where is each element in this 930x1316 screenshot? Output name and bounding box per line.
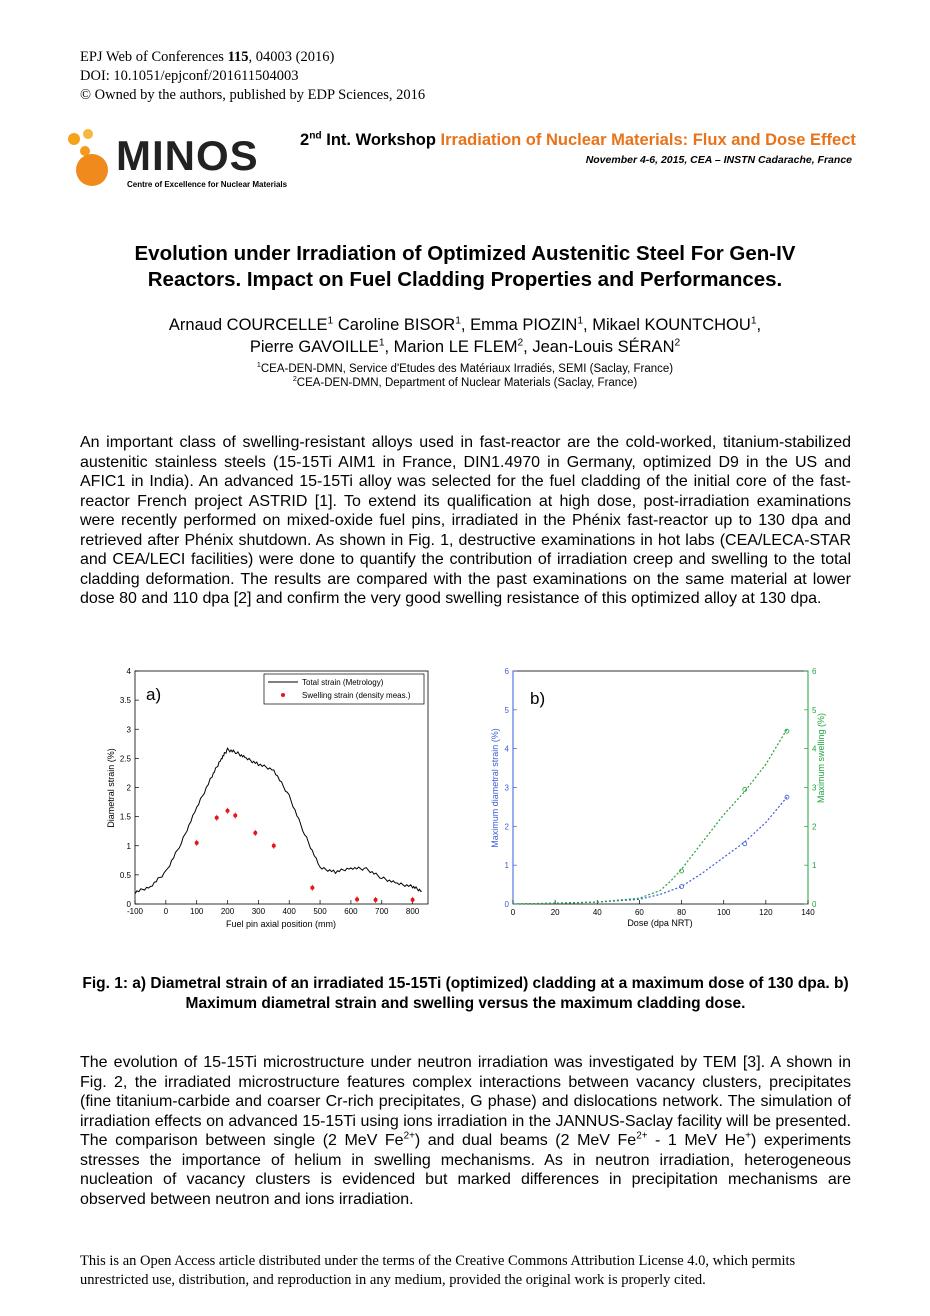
x-tick-label-b: 140	[801, 908, 815, 917]
y-tick-label-a: 3.5	[119, 696, 131, 706]
x-tick-label-a: 0	[163, 907, 169, 916]
x-axis-label-a: Fuel pin axial position (mm)	[225, 919, 337, 929]
y2-tick-label-b: 2	[812, 822, 817, 832]
y2-axis-label-b: Maximum swelling (%)	[816, 712, 826, 804]
legend-item-total-strain: Total strain (Metrology)	[302, 678, 384, 687]
paper-title: Evolution under Irradiation of Optimized Austenitic Steel For Gen-IV Reactors. Impact on Fuel Cladding Properties and Performances.	[134, 242, 796, 291]
body-paragraph-1: An important class of swelling-resistant alloys used in fast-reactor are the cold-worked, titanium-stabilized austenitic stainless steels (15-15Ti AIM1 in France, DIN1.4970 in Germany, optimized D9 in the US and AFIC1 in India). An advanced 15-15Ti alloy was selected for the fuel cladding of the initial core of the fast-reactor French project ASTRID [1]. To extend its qualification at high dose, post-irradiation examinations were recently performed on mixed-oxide fuel pins, irradiated in the Phénix fast-reactor up to 130 dpa and retrieved after Phénix shutdown. As shown in Fig. 1, destructive examinations in hot labs (CEA/LECA-STAR and CEA/LECI facilities) were done to quantify the contribution of irradiation creep and swelling to the total cladding deformation. The results are compared with the past examinations on the same material at lower dose 80 and 110 dpa [2] and confirm the very good swelling resistance of this optimized alloy at 130 dpa.	[80, 434, 851, 607]
legend-point-swatch	[281, 693, 285, 697]
swelling-line	[513, 729, 787, 904]
x-tick-label-a: 800	[405, 907, 420, 916]
strain-marker	[785, 795, 789, 799]
author: Emma PIOZIN	[470, 316, 578, 334]
y-tick-label-a: 2	[126, 783, 131, 793]
figure-1b	[488, 662, 828, 932]
y-tick-label-a: 0.5	[119, 870, 131, 880]
plot-frame-a	[135, 671, 428, 904]
y-tick-label-a: 1	[126, 841, 131, 851]
x-tick-label-a: 300	[251, 907, 266, 916]
x-tick-label-a: 200	[220, 907, 235, 916]
x-tick-label-b: 0	[510, 908, 516, 917]
affiliations	[60, 362, 870, 390]
y-tick-label-b: 2	[504, 822, 509, 832]
y-tick-label-a: 0	[126, 900, 131, 909]
figure-1a	[98, 662, 438, 932]
y2-tick-label-b: 6	[812, 667, 817, 676]
logo-wordmark: MINOS	[116, 132, 259, 179]
y-tick-label-b: 3	[504, 783, 509, 793]
author: Jean-Louis SÉRAN	[532, 338, 675, 356]
author: Mikael KOUNTCHOU	[592, 316, 751, 334]
workshop-title: 2nd Int. Workshop Irradiation of Nuclear Materials: Flux and Dose Effect	[300, 130, 856, 149]
author-list: Arnaud COURCELLE$^1$ Caroline BISOR$^1$, Emma PIOZIN$^1$, Mikael KOUNTCHOU$^1$, Pierre GAVOILLE$^1$, Marion LE FLEM$^2$, Jean-Louis SÉRAN$^2$	[168, 315, 762, 356]
journal-citation: EPJ Web of Conferences 115, 04003 (2016)	[80, 49, 335, 65]
x-tick-label-a: -100	[126, 907, 144, 916]
x-tick-label-a: 400	[282, 907, 296, 916]
x-tick-label-b: 80	[677, 908, 687, 917]
y2-tick-label-b: 0	[812, 900, 817, 909]
x-tick-label-b: 120	[759, 908, 773, 917]
x-tick-label-b: 60	[634, 908, 644, 917]
y-tick-label-b: 6	[504, 667, 509, 676]
x-axis-label-b: Dose (dpa NRT)	[627, 918, 693, 928]
x-tick-label-a: 100	[190, 907, 204, 916]
workshop-date: November 4-6, 2015, CEA – INSTN Cadarache, France	[585, 154, 852, 166]
y-tick-label-a: 4	[126, 667, 131, 676]
author: Caroline BISOR	[337, 316, 456, 334]
doi-line: DOI: 10.1051/epjconf/201611504003	[80, 68, 299, 84]
figure-caption: Fig. 1: a) Diametral strain of an irradiated 15-15Ti (optimized) cladding at a maximum dose of 130 dpa. b) Maximum diametral strain and swelling versus the maximum cladding dose.	[82, 975, 849, 1012]
total-strain-line	[135, 748, 422, 894]
logo-subtitle: Centre of Excellence for Nuclear Materials	[127, 180, 288, 189]
panel-label-a: a)	[146, 685, 162, 704]
x-tick-label-a: 600	[344, 907, 358, 916]
x-tick-label-a: 700	[375, 907, 389, 916]
y-axis-label-a: Diametral strain (%)	[106, 748, 116, 828]
license-footer: This is an Open Access article distributed under the terms of the Creative Commons Attribution License 4.0, which permits unrestricted use, distribution, and reproduction in any medium, provided the original work is properly cited.	[80, 1253, 796, 1288]
y-tick-label-a: 3	[126, 725, 131, 735]
panel-label-b: b)	[530, 689, 546, 708]
legend-item-swelling-strain: Swelling strain (density meas.)	[302, 691, 411, 700]
x-tick-label-b: 20	[550, 908, 560, 917]
y-axis-label-b: Maximum diametral strain (%)	[490, 728, 500, 848]
author: Arnaud COURCELLE	[168, 316, 328, 334]
minos-logo-mark-icon	[66, 128, 118, 188]
y-tick-label-b: 1	[504, 861, 509, 871]
y-tick-label-b: 5	[504, 705, 509, 715]
author: Marion LE FLEM	[393, 338, 518, 356]
affiliation: $^2$CEA-DEN-DMN, Department of Nuclear Materials (Saclay, France)	[292, 375, 638, 389]
y-tick-label-b: 4	[504, 744, 509, 754]
affiliation: $^1$CEA-DEN-DMN, Service d'Etudes des Matériaux Irradiés, SEMI (Saclay, France)	[256, 361, 674, 375]
y-tick-label-a: 1.5	[119, 812, 131, 822]
copyright-line: © Owned by the authors, published by EDP Sciences, 2016	[80, 87, 426, 103]
y2-tick-label-b: 5	[812, 705, 817, 715]
y2-tick-label-b: 4	[812, 744, 817, 754]
x-tick-label-b: 100	[717, 908, 731, 917]
x-tick-label-b: 40	[592, 908, 602, 917]
y2-tick-label-b: 1	[812, 861, 817, 871]
strain-line	[513, 797, 787, 904]
y-tick-label-b: 0	[504, 900, 509, 909]
x-tick-label-a: 500	[313, 907, 327, 916]
y-tick-label-a: 2.5	[119, 754, 131, 764]
author: Pierre GAVOILLE	[249, 338, 379, 356]
journal-header	[80, 48, 425, 105]
body-paragraph-2: The evolution of 15-15Ti microstructure under neutron irradiation was investigated by TEM [3]. A shown in Fig. 2, the irradiated microstructure features complex interactions between vacancy clusters, precipitates (fine titanium-carbide and coarser Cr-rich precipitates, G phase) and dislocations network. The simulation of irradiation effects on advanced 15-15Ti using ions irradiation in the JANNUS-Saclay facility will be presented. The comparison between single (2 MeV $Fe^{2+}$) and dual beams (2 MeV $Fe^{2+} - 1$ MeV He+) experiments stresses the importance of helium in swelling mechanisms. As in neutron irradiation, heterogeneous nucleation of vacancy clusters is evidenced but marked differences in precipitation mechanisms are observed between neutron and ions irradiation.	[80, 1054, 852, 1208]
y2-tick-label-b: 3	[812, 783, 817, 793]
strain-marker	[743, 842, 747, 846]
plot-frame-b	[513, 671, 808, 904]
